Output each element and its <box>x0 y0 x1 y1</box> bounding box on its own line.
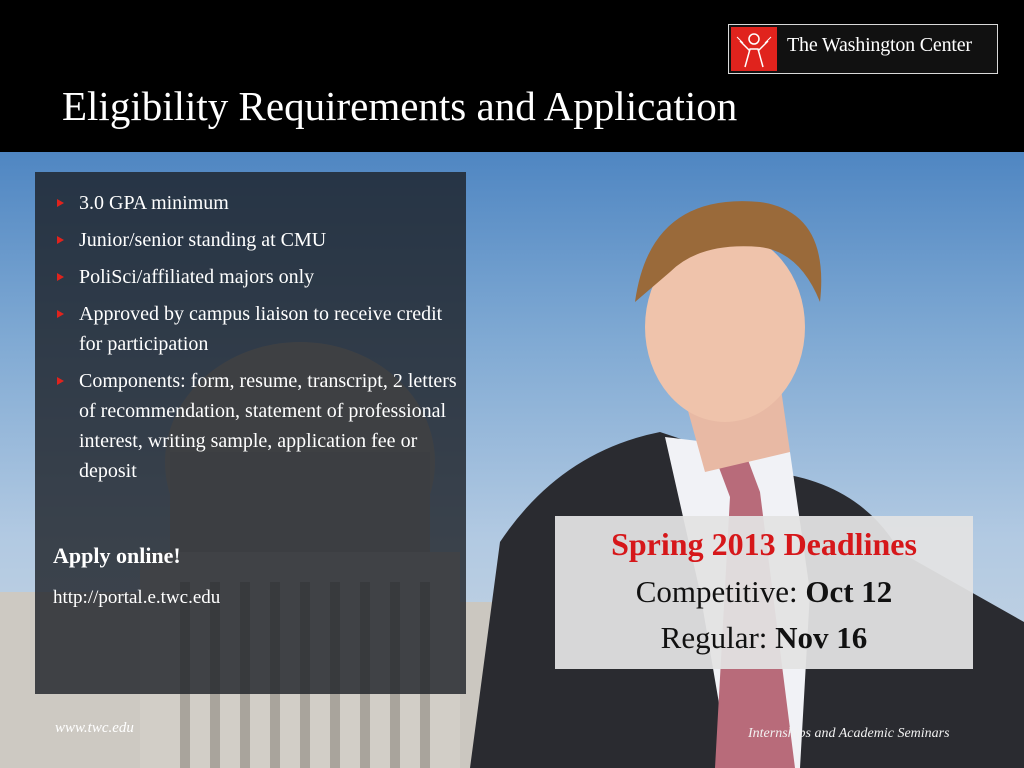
regular-date: Nov 16 <box>775 620 868 655</box>
slide-title: Eligibility Requirements and Application <box>62 83 738 129</box>
bullet-arrow-icon <box>57 310 64 318</box>
slide-header <box>0 0 1024 152</box>
competitive-label: Competitive: <box>635 574 798 609</box>
competitive-deadline <box>555 574 973 610</box>
list-item <box>53 188 458 218</box>
requirements-panel <box>35 172 466 694</box>
requirement-text: PoliSci/affiliated majors only <box>79 266 315 288</box>
requirement-text: Junior/senior standing at CMU <box>79 229 327 251</box>
requirement-text: Components: form, resume, transcript, 2 letters of recommendation, statement of professional interest, writing sample, application fee or deposit <box>79 370 457 482</box>
deadlines-title: Spring 2013 Deadlines <box>611 526 917 562</box>
list-item <box>53 225 458 255</box>
logo-figure-icon <box>731 27 777 71</box>
list-item <box>53 262 458 292</box>
regular-label: Regular: <box>660 620 768 655</box>
list-item <box>53 299 458 359</box>
footer-tagline: Internships and Academic Seminars <box>748 726 950 741</box>
regular-deadline <box>555 620 973 656</box>
list-item <box>53 366 458 486</box>
bullet-arrow-icon <box>57 236 64 244</box>
bullet-arrow-icon <box>57 273 64 281</box>
requirement-text: 3.0 GPA minimum <box>79 192 229 214</box>
requirement-text: Approved by campus liaison to receive credit for participation <box>79 303 443 355</box>
bullet-arrow-icon <box>57 377 64 385</box>
logo-text: The Washington Center <box>787 34 972 56</box>
washington-center-logo <box>728 24 998 74</box>
requirements-list <box>53 188 458 493</box>
footer-website-link[interactable]: www.twc.edu <box>55 720 134 736</box>
competitive-date: Oct 12 <box>805 574 893 609</box>
bullet-arrow-icon <box>57 199 64 207</box>
apply-heading: Apply online! <box>53 543 181 568</box>
apply-url-link[interactable]: http://portal.e.twc.edu <box>53 587 221 608</box>
deadlines-panel <box>555 516 973 669</box>
